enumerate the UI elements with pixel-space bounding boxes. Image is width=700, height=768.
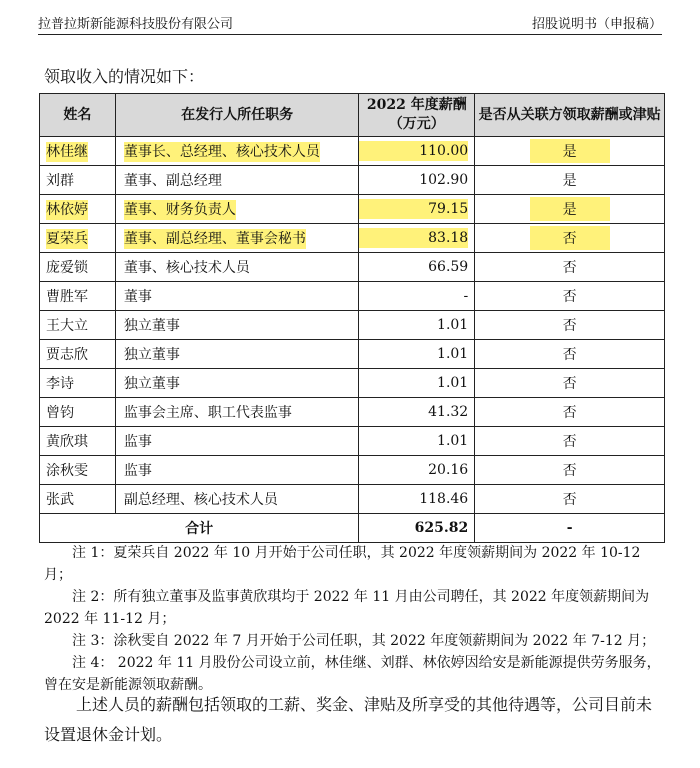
table-row [40,398,665,427]
cell-related: 否 [475,456,665,485]
cell-name: 夏荣兵 [46,231,88,247]
total-salary: 625.82 [359,514,475,543]
note-4: 注 4： 2022 年 11 月股份公司设立前，林佳继、刘群、林依婷因给安是新能源提供劳务服务，曾在安是新能源领取薪酬。 [44,655,661,693]
summary-paragraph: 上述人员的薪酬包括领取的工薪、奖金、津贴及所享受的其他待遇等，公司目前未设置退休金计划。 [44,695,653,744]
cell-position: 监事会主席、职工代表监事 [115,398,359,427]
header-position: 在发行人所任职务 [115,94,359,137]
cell-related: 否 [475,369,665,398]
cell-salary: 1.01 [359,340,475,369]
cell-related: 否 [530,226,610,250]
note-3: 注 3：涂秋雯自 2022 年 7 月开始于公司任职，其 2022 年度领薪期间为 2022 年 7-12 月； [72,633,656,649]
header-name: 姓名 [40,94,116,137]
cell-name: 刘群 [40,166,116,195]
cell-position: 董事、副总经理 [115,166,359,195]
cell-salary: 79.15 [359,199,468,219]
table-row [40,282,665,311]
cell-position: 董事、财务负责人 [123,202,236,218]
table-row [40,311,665,340]
cell-name: 李诗 [40,369,116,398]
table-row [40,427,665,456]
cell-position: 董事、核心技术人员 [115,253,359,282]
table-row [40,485,665,514]
cell-position: 独立董事 [115,340,359,369]
cell-salary: - [359,282,475,311]
cell-salary: 41.32 [359,398,475,427]
footnotes [44,542,662,696]
note-2: 注 2：所有独立董事及监事黄欣琪均于 2022 年 11 月由公司聘任，其 2022 年度领薪期间为 2022 年 11-12 月； [44,589,650,627]
total-related: - [475,514,665,543]
cell-salary: 118.46 [359,485,475,514]
document-type: 招股说明书（申报稿） [531,17,662,32]
cell-related: 是 [530,139,610,163]
cell-salary: 1.01 [359,369,475,398]
page-header [38,10,662,35]
table-row [40,195,665,224]
cell-salary: 1.01 [359,427,475,456]
cell-salary: 20.16 [359,456,475,485]
table-row [40,166,665,195]
cell-related: 否 [475,311,665,340]
cell-position: 监事 [115,456,359,485]
cell-name: 张武 [40,485,116,514]
cell-related: 是 [475,166,665,195]
cell-name: 庞爱锁 [40,253,116,282]
cell-salary: 110.00 [359,141,468,161]
cell-related: 否 [475,427,665,456]
table-row [40,340,665,369]
table-row [40,137,665,166]
header-salary: 2022 年度薪酬（万元） [359,94,475,137]
table-row [40,224,665,253]
cell-name: 林依婷 [46,202,88,218]
cell-salary: 83.18 [359,228,468,248]
note-1: 注 1：夏荣兵自 2022 年 10 月开始于公司任职，其 2022 年度领薪期间为 2022 年 10-12 月； [44,545,641,583]
header-related: 是否从关联方领取薪酬或津贴 [475,94,665,137]
cell-related: 否 [475,282,665,311]
cell-related: 否 [475,485,665,514]
cell-name: 贾志欣 [40,340,116,369]
cell-position: 独立董事 [115,311,359,340]
cell-related: 否 [475,253,665,282]
table-row [40,456,665,485]
company-name: 拉普拉斯新能源科技股份有限公司 [38,17,234,32]
cell-position: 独立董事 [115,369,359,398]
cell-name: 涂秋雯 [40,456,116,485]
cell-name: 黄欣琪 [40,427,116,456]
table-row [40,253,665,282]
cell-salary: 1.01 [359,311,475,340]
cell-related: 否 [475,398,665,427]
cell-related: 否 [475,340,665,369]
table-row [40,369,665,398]
cell-position: 董事、副总经理、董事会秘书 [123,231,306,247]
cell-salary: 66.59 [359,253,475,282]
cell-name: 林佳继 [46,144,88,160]
cell-related: 是 [530,197,610,221]
cell-name: 曾钧 [40,398,116,427]
table-total-row [40,514,665,543]
table-header-row [40,94,665,137]
cell-position: 副总经理、核心技术人员 [115,485,359,514]
cell-name: 曹胜军 [40,282,116,311]
total-label: 合计 [40,514,359,543]
intro-text: 领取收入的情况如下： [44,67,205,86]
compensation-table [39,93,665,543]
cell-position: 监事 [115,427,359,456]
cell-name: 王大立 [40,311,116,340]
cell-salary: 102.90 [359,166,475,195]
cell-position: 董事 [115,282,359,311]
cell-position: 董事长、总经理、核心技术人员 [123,144,320,160]
